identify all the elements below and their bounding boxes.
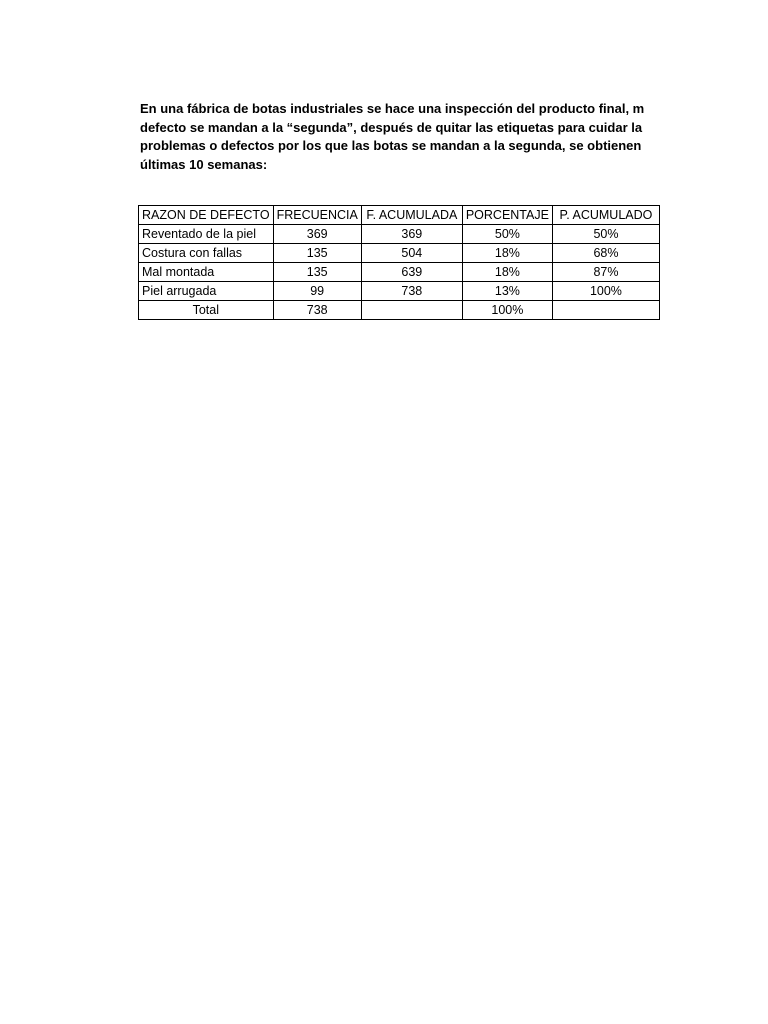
defects-table (138, 205, 660, 320)
cell-razon: Reventado de la piel (139, 225, 274, 244)
cell-razon: Costura con fallas (139, 244, 274, 263)
table-row (139, 244, 660, 263)
cell-f-acumulada: 369 (361, 225, 462, 244)
cell-p-acumulado: 100% (552, 282, 659, 301)
cell-p-acumulado: 87% (552, 263, 659, 282)
header-razon-de-defecto: RAZON DE DEFECTO (139, 206, 274, 225)
cell-razon: Mal montada (139, 263, 274, 282)
cell-porcentaje: 18% (462, 244, 552, 263)
table-row (139, 263, 660, 282)
cell-total-p-acumulado (552, 301, 659, 320)
cell-total-label: Total (139, 301, 274, 320)
table-total-row (139, 301, 660, 320)
cell-total-frecuencia: 738 (273, 301, 361, 320)
header-f-acumulada: F. ACUMULADA (361, 206, 462, 225)
cell-p-acumulado: 50% (552, 225, 659, 244)
cell-porcentaje: 13% (462, 282, 552, 301)
cell-frecuencia: 135 (273, 244, 361, 263)
table-row (139, 225, 660, 244)
cell-frecuencia: 369 (273, 225, 361, 244)
intro-line: En una fábrica de botas industriales se hace una inspección del producto final, m (140, 101, 645, 116)
cell-total-f-acumulada (361, 301, 462, 320)
cell-p-acumulado: 68% (552, 244, 659, 263)
intro-paragraph (140, 100, 660, 174)
cell-f-acumulada: 738 (361, 282, 462, 301)
cell-razon: Piel arrugada (139, 282, 274, 301)
intro-line: últimas 10 semanas: (140, 156, 268, 172)
header-p-acumulado: P. ACUMULADO (552, 206, 659, 225)
cell-f-acumulada: 504 (361, 244, 462, 263)
cell-porcentaje: 18% (462, 263, 552, 282)
header-frecuencia: FRECUENCIA (273, 206, 361, 225)
cell-total-porcentaje: 100% (462, 301, 552, 320)
table-row (139, 282, 660, 301)
cell-frecuencia: 135 (273, 263, 361, 282)
header-porcentaje: PORCENTAJE (462, 206, 552, 225)
intro-line: problemas o defectos por los que las botas se mandan a la segunda, se obtienen (140, 138, 642, 153)
cell-frecuencia: 99 (273, 282, 361, 301)
cell-f-acumulada: 639 (361, 263, 462, 282)
cell-porcentaje: 50% (462, 225, 552, 244)
intro-line: defecto se mandan a la “segunda”, después de quitar las etiquetas para cuidar la (140, 119, 643, 135)
table-header-row (139, 206, 660, 225)
